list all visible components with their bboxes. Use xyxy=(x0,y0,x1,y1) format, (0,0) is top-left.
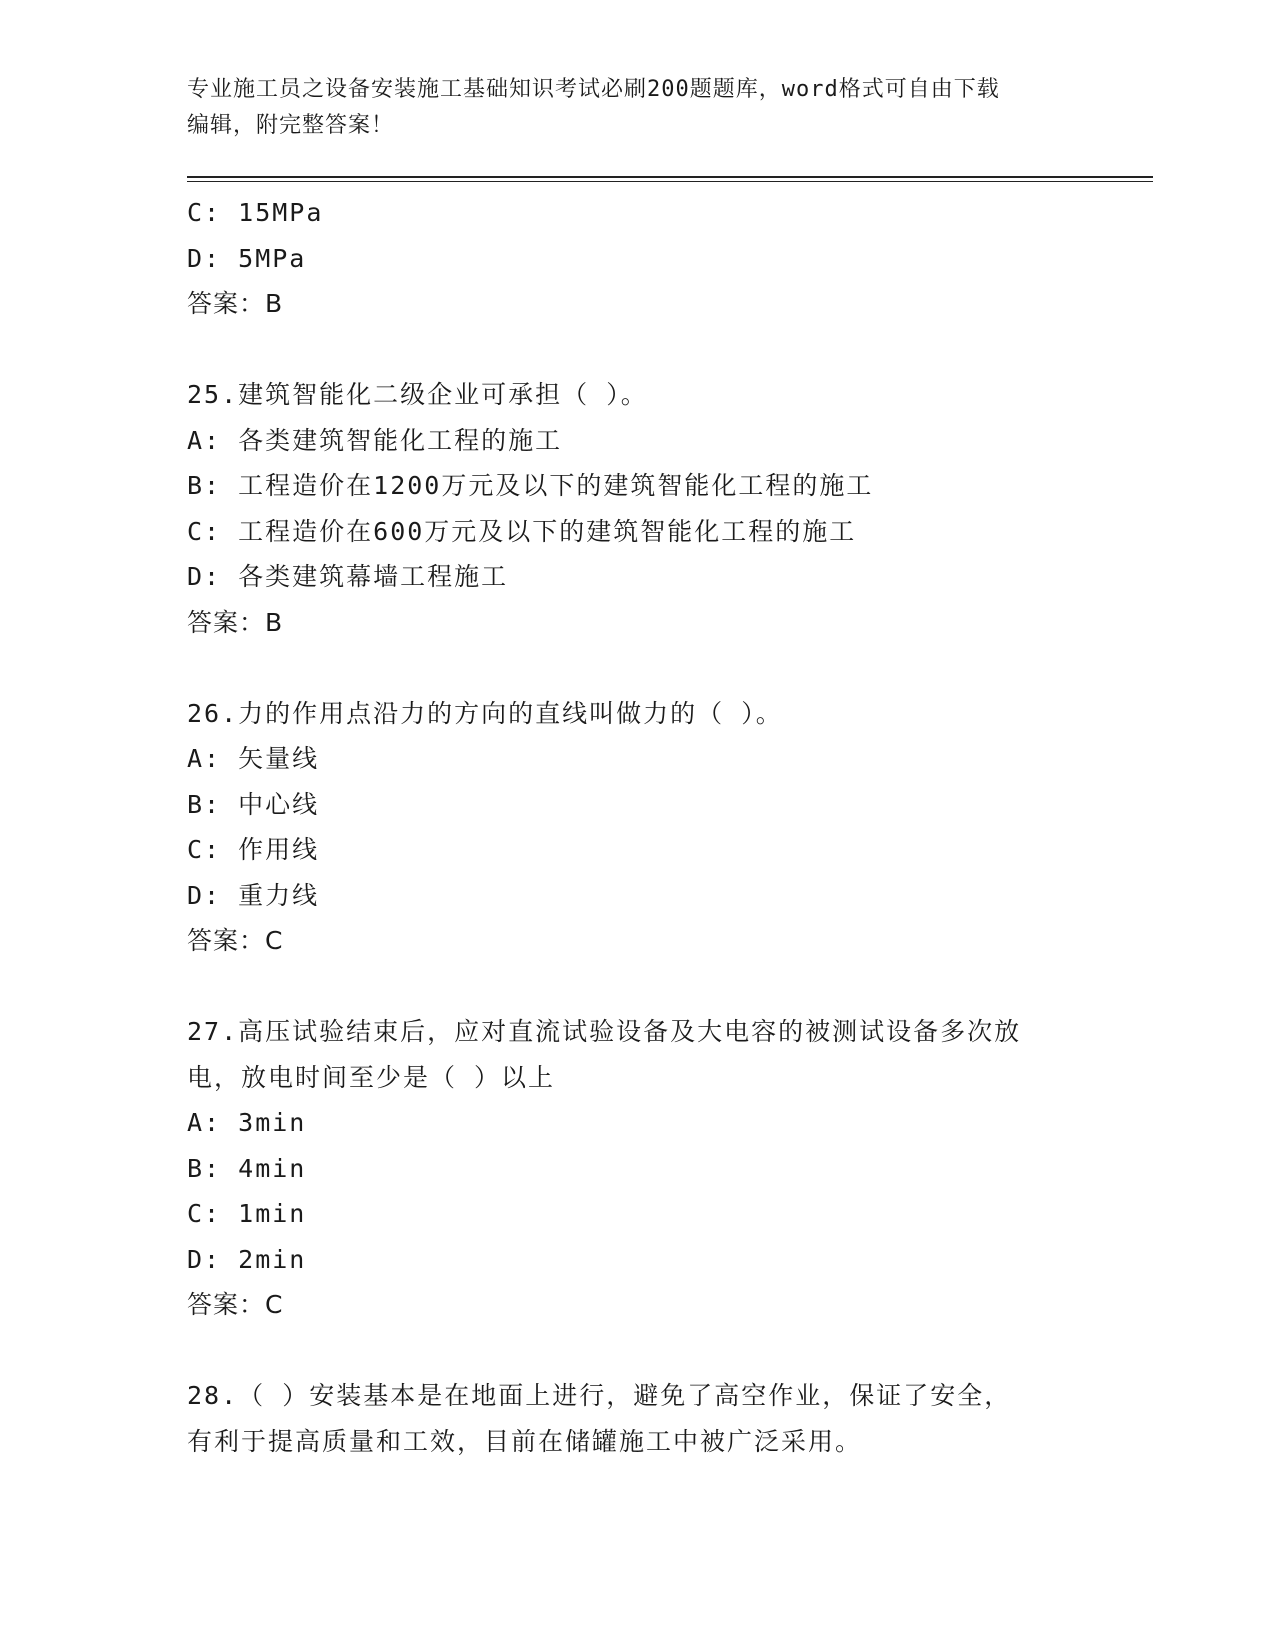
option-d: D: 5MPa xyxy=(187,243,307,273)
header-divider-thin xyxy=(187,181,1153,182)
answer: 答案：B xyxy=(187,607,284,637)
spacer xyxy=(187,964,1087,1010)
option-c: C: 1min xyxy=(187,1199,307,1228)
question-stem-line-2: 有利于提高质量和工效，目前在储罐施工中被广泛采用。 xyxy=(187,1426,863,1456)
answer: 答案：B xyxy=(187,289,284,318)
spacer xyxy=(187,645,1087,691)
option-a: A: 各类建筑智能化工程的施工 xyxy=(187,425,563,455)
question-stem: 25.建筑智能化二级企业可承担（ ）。 xyxy=(187,380,648,409)
option-b: B: 中心线 xyxy=(187,789,320,819)
spacer xyxy=(187,327,1087,373)
spacer xyxy=(187,1328,1087,1374)
answer: 答案：C xyxy=(187,1290,284,1319)
document-header xyxy=(187,72,1067,144)
question-stem-line-1: 27.高压试验结束后，应对直流试验设备及大电容的被测试设备多次放 xyxy=(187,1017,1022,1046)
option-b: B: 工程造价在1200万元及以下的建筑智能化工程的施工 xyxy=(187,471,874,500)
answer: 答案：C xyxy=(187,926,284,955)
option-c: C: 15MPa xyxy=(187,198,324,227)
header-divider-thick xyxy=(187,176,1153,178)
question-list xyxy=(187,190,1087,1464)
question-stem-line-1: 28.（ ）安装基本是在地面上进行，避免了高空作业，保证了安全， xyxy=(187,1381,1012,1410)
question-stem: 26.力的作用点沿力的方向的直线叫做力的（ ）。 xyxy=(187,698,783,728)
option-b: B: 4min xyxy=(187,1153,307,1183)
question-25 xyxy=(187,372,1087,645)
question-28 xyxy=(187,1373,1087,1464)
question-27 xyxy=(187,1009,1087,1328)
option-c: C: 作用线 xyxy=(187,835,320,864)
question-stem-line-2: 电，放电时间至少是（ ）以上 xyxy=(187,1062,556,1092)
option-d: D: 各类建筑幕墙工程施工 xyxy=(187,562,509,591)
option-d: D: 重力线 xyxy=(187,880,320,910)
header-line-2: 编辑，附完整答案！ xyxy=(187,113,395,138)
option-a: A: 矢量线 xyxy=(187,744,320,773)
option-a: A: 3min xyxy=(187,1108,307,1137)
option-c: C: 工程造价在600万元及以下的建筑智能化工程的施工 xyxy=(187,516,857,546)
option-d: D: 2min xyxy=(187,1244,307,1274)
question-24 xyxy=(187,190,1087,327)
header-line-1: 专业施工员之设备安装施工基础知识考试必刷200题题库，word格式可自由下载 xyxy=(187,77,1000,102)
question-26 xyxy=(187,691,1087,964)
